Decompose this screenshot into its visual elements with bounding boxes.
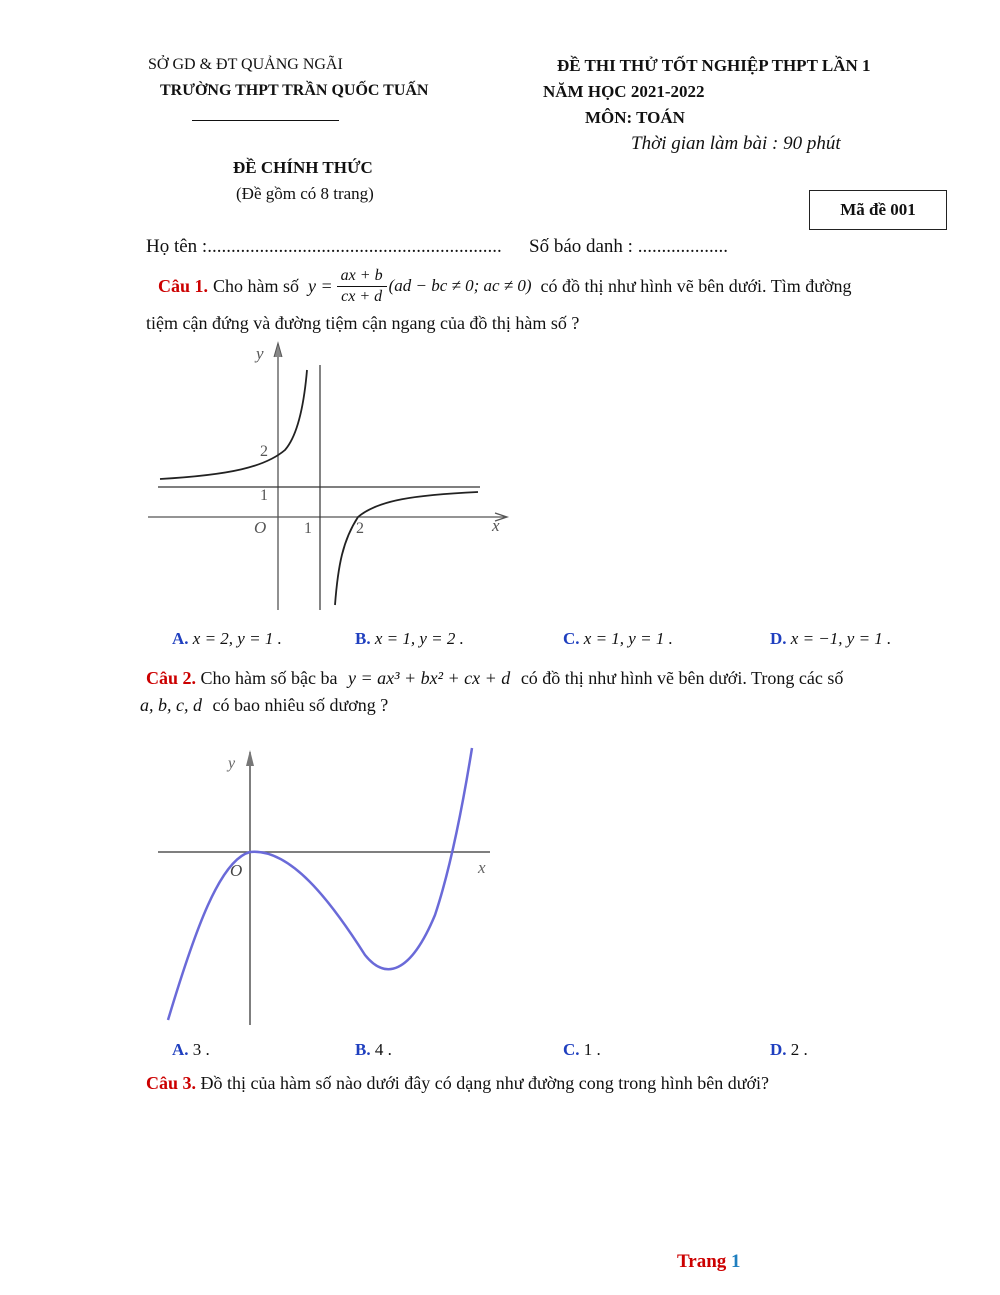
graph-1-origin: O xyxy=(254,518,267,537)
question-1-fraction xyxy=(337,266,387,307)
answer-text: 4 . xyxy=(374,1040,392,1059)
graph-1-tick-x2: 2 xyxy=(356,520,364,537)
graph-1-x-label: x xyxy=(492,516,500,535)
answer-text: 2 . xyxy=(790,1040,808,1059)
time-limit: Thời gian làm bài : 90 phút xyxy=(631,133,841,154)
answer-text: 3 . xyxy=(192,1040,210,1059)
question-1-condition: (ad − bc ≠ 0; ac ≠ 0) xyxy=(388,276,532,295)
answer-letter: C. xyxy=(563,629,580,648)
question-2-line-1 xyxy=(146,668,843,689)
graph-2-origin: O xyxy=(230,861,243,880)
question-2-answer-a[interactable] xyxy=(172,1040,210,1060)
answer-letter: C. xyxy=(563,1040,580,1059)
cubic-curve xyxy=(168,748,472,1020)
answer-letter: B. xyxy=(355,1040,371,1059)
question-1-answer-c[interactable] xyxy=(563,629,673,649)
answer-letter: A. xyxy=(172,1040,189,1059)
answer-text: x = 2, y = 1 . xyxy=(192,629,282,648)
question-3-line-1 xyxy=(146,1073,769,1094)
school-year: NĂM HỌC 2021-2022 xyxy=(543,82,705,101)
header-divider xyxy=(192,120,339,121)
question-2-line-2-text: có bao nhiêu số dương ? xyxy=(212,695,389,715)
answer-letter: D. xyxy=(770,1040,787,1059)
question-2-line-2 xyxy=(140,695,388,716)
page-number: 1 xyxy=(731,1251,741,1272)
question-1-answer-d[interactable] xyxy=(770,629,891,649)
question-1-line-2: tiệm cận đứng và đường tiệm cận ngang của đồ thị hàm số ? xyxy=(146,313,580,333)
curve-right-branch xyxy=(335,492,478,605)
subject: MÔN: TOÁN xyxy=(585,108,685,127)
answer-letter: A. xyxy=(172,629,189,648)
graph-2-y-label: y xyxy=(228,755,236,772)
question-2-answer-d[interactable] xyxy=(770,1040,808,1060)
question-2-text-before: Cho hàm số bậc ba xyxy=(200,668,338,688)
question-1-answer-a[interactable] xyxy=(172,629,282,649)
answer-text: x = −1, y = 1 . xyxy=(790,629,892,648)
fraction-numerator: ax + b xyxy=(337,266,387,287)
page-footer xyxy=(677,1251,741,1273)
question-1-line-1 xyxy=(158,262,852,310)
curve-left-branch xyxy=(160,370,307,479)
question-1-text-after: có đồ thị như hình vẽ bên dưới. Tìm đường xyxy=(540,275,852,296)
question-2-vars: a, b, c, d xyxy=(140,695,202,715)
question-2-text-after: có đồ thị như hình vẽ bên dưới. Trong các số xyxy=(520,668,844,688)
question-3-label: Câu 3. xyxy=(146,1073,197,1093)
question-2-graph xyxy=(150,740,510,1030)
question-1-graph xyxy=(140,335,520,615)
question-2-label: Câu 2. xyxy=(146,668,197,688)
page-word: Trang xyxy=(677,1251,727,1272)
exam-title: ĐỀ THI THỬ TỐT NGHIỆP THPT LẦN 1 xyxy=(557,56,871,75)
y-axis-arrow xyxy=(274,343,282,357)
question-1-label: Câu 1. xyxy=(158,275,209,296)
department-name: SỞ GD & ĐT QUẢNG NGÃI xyxy=(148,56,343,73)
answer-text: x = 1, y = 2 . xyxy=(374,629,464,648)
graph-1-y-label: y xyxy=(256,344,264,363)
answer-letter: B. xyxy=(355,629,371,648)
answer-text: 1 . xyxy=(583,1040,601,1059)
answer-letter: D. xyxy=(770,629,787,648)
y-axis-arrow xyxy=(246,750,254,766)
question-2-answer-b[interactable] xyxy=(355,1040,392,1060)
graph-1-tick-y1: 1 xyxy=(260,487,268,504)
question-1-text-before: Cho hàm số xyxy=(213,275,300,296)
graph-2-x-label: x xyxy=(478,858,486,877)
question-2-formula: y = ax³ + bx² + cx + d xyxy=(347,668,511,688)
graph-1-tick-y2: 2 xyxy=(260,443,268,460)
question-2-answer-c[interactable] xyxy=(563,1040,601,1060)
question-1-y-eq: y = xyxy=(308,275,333,296)
fraction-denominator: cx + d xyxy=(341,287,383,305)
question-3-text: Đồ thị của hàm số nào dưới đây có dạng như đường cong trong hình bên dưới? xyxy=(200,1073,769,1093)
exam-code-box: Mã đề 001 xyxy=(809,190,947,230)
student-id-field: Số báo danh : ................... xyxy=(529,236,728,257)
question-1-answer-b[interactable] xyxy=(355,629,464,649)
pages-note: (Đề gồm có 8 trang) xyxy=(236,184,374,203)
official-label: ĐỀ CHÍNH THỨC xyxy=(233,158,373,177)
answer-text: x = 1, y = 1 . xyxy=(583,629,673,648)
student-name-field: Họ tên :.............................................................. xyxy=(146,236,502,257)
graph-1-tick-x1: 1 xyxy=(304,520,312,537)
school-name: TRƯỜNG THPT TRẦN QUỐC TUẤN xyxy=(160,82,429,99)
